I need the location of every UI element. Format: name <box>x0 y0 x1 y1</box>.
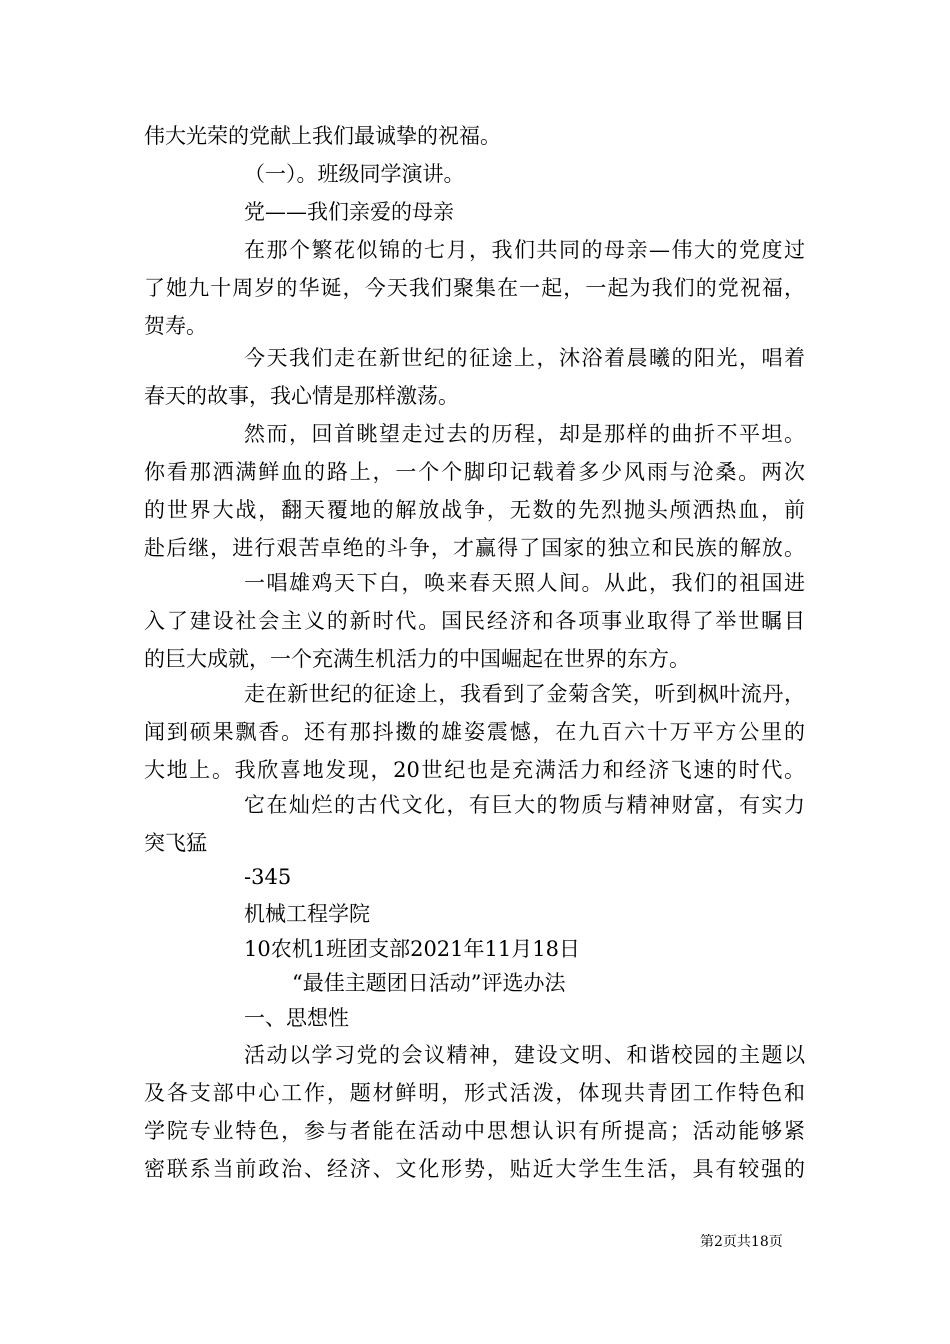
text-line: 走在新世纪的征途上，我看到了金菊含笑，听到枫叶流丹， <box>244 682 805 706</box>
text-line: 大地上。我欣喜地发现，20世纪也是充满活力和经济飞速的时代。 <box>144 758 805 782</box>
section-heading: 一、思想性 <box>244 1006 349 1030</box>
text-line: 贺寿。 <box>144 314 207 338</box>
text-line: 及各支部中心工作，题材鲜明，形式活泼，体现共青团工作特色和 <box>144 1081 805 1105</box>
text-line: 在那个繁花似锦的七月，我们共同的母亲—伟大的党度过 <box>244 238 805 262</box>
text-line: 春天的故事，我心情是那样激荡。 <box>144 384 459 408</box>
text-line: 赴后继，进行艰苦卓绝的斗争，才赢得了国家的独立和民族的解放。 <box>144 536 805 560</box>
text-line: 它在灿烂的古代文化，有巨大的物质与精神财富，有实力 <box>244 793 805 817</box>
text-line: 然而，回首眺望走过去的历程，却是那样的曲折不平坦。 <box>244 422 805 446</box>
section-heading: （一）。班级同学演讲。 <box>244 162 465 186</box>
text-line: 密联系当前政治、经济、文化形势，贴近大学生生活，具有较强的 <box>144 1157 805 1181</box>
text-line: 一唱雄鸡天下白，唤来春天照人间。从此，我们的祖国进 <box>244 571 805 595</box>
text-line: 今天我们走在新世纪的征途上，沐浴着晨曦的阳光，唱着 <box>244 346 805 370</box>
speech-title: 党——我们亲爱的母亲 <box>244 200 454 224</box>
text-line: -345 <box>244 865 292 889</box>
text-line: 的世界大战，翻天覆地的解放战争，无数的先烈抛头颅洒热血，前 <box>144 498 805 522</box>
text-line: 闻到硕果飘香。还有那抖擞的雄姿震憾，在九百六十万平方公里的 <box>144 720 805 744</box>
text-line: 你看那洒满鲜血的路上，一个个脚印记载着多少风雨与沧桑。两次 <box>144 460 805 484</box>
text-line: 突飞猛 <box>144 831 207 855</box>
text-line: 机械工程学院 <box>244 902 370 926</box>
text-line: 了她九十周岁的华诞，今天我们聚集在一起，一起为我们的党祝福， <box>144 276 805 300</box>
text-line: 入了建设社会主义的新时代。国民经济和各项事业取得了举世瞩目 <box>144 609 805 633</box>
page-number: 第2页共18页 <box>700 1234 783 1250</box>
text-line: 的巨大成就，一个充满生机活力的中国崛起在世界的东方。 <box>144 647 690 671</box>
section-title: “最佳主题团日活动”评选办法 <box>292 971 566 995</box>
text-line: 活动以学习党的会议精神，建设文明、和谐校园的主题以 <box>244 1043 805 1067</box>
text-line: 学院专业特色，参与者能在活动中思想认识有所提高；活动能够紧 <box>144 1119 805 1143</box>
text-line: 10农机1班团支部2021年11月18日 <box>244 937 580 961</box>
text-line: 伟大光荣的党献上我们最诚挚的祝福。 <box>144 124 501 148</box>
